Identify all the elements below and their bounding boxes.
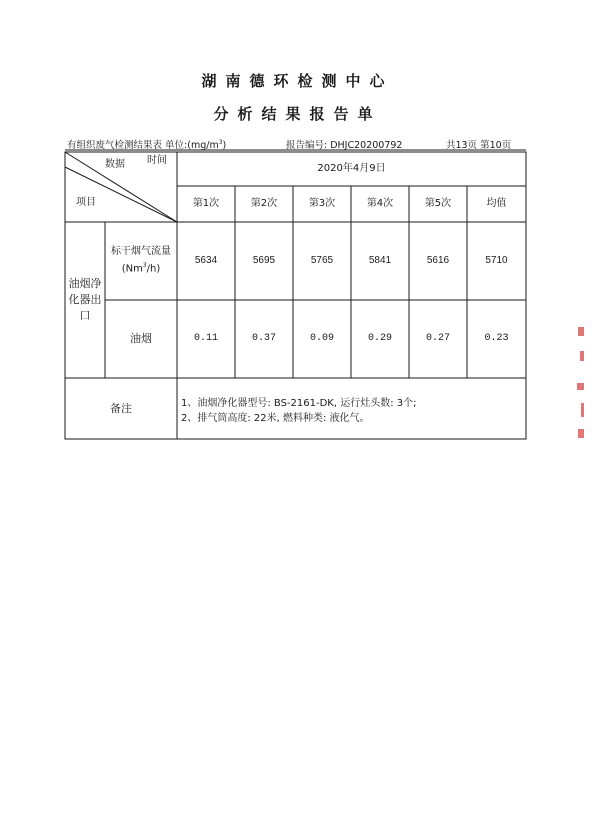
report-number: 报告编号: DHJC20200792 (286, 140, 403, 151)
oil-fume-value: 0.11 (193, 333, 218, 344)
remarks-text (181, 396, 521, 426)
flow-value: 5695 (252, 255, 276, 266)
unit-label: 单位:(mg/m (165, 140, 219, 151)
flow-unit-suffix: /h) (146, 263, 161, 275)
corner-item-label: 项目 (76, 197, 96, 208)
oil-fume-value: 0.23 (484, 333, 509, 344)
column-header: 第3次 (308, 198, 336, 209)
oil-fume-value: 0.27 (425, 333, 450, 344)
column-header: 均值 (486, 198, 507, 209)
flow-unit-prefix: (Nm (121, 263, 143, 275)
flow-value: 5634 (194, 255, 218, 266)
flow-label-cell (105, 222, 177, 300)
flow-value: 5765 (310, 255, 334, 266)
date-header: 2020年4月9日 (317, 163, 386, 174)
flow-unit-superscript: 3 (142, 262, 147, 270)
corner-data-label: 数据 (105, 159, 125, 170)
flow-value: 5841 (368, 255, 392, 266)
oil-fume-label: 油烟 (130, 332, 152, 345)
table-name-and-unit (67, 137, 226, 151)
flow-label: 标干烟气流量 (111, 246, 171, 258)
corner-time-label: 时间 (147, 155, 167, 166)
table-name: 有组织废气检测结果表 (67, 140, 163, 151)
flow-value: 5710 (485, 255, 508, 266)
document-title: 分析结果报告单 (213, 105, 382, 123)
oil-fume-value: 0.37 (251, 333, 276, 344)
sampling-location: 油烟净化器出口 (68, 277, 102, 322)
oil-fume-value: 0.09 (309, 333, 334, 344)
unit-superscript: 3 (218, 138, 223, 146)
remark-line: 2、排气筒高度: 22米, 燃料种类: 液化气。 (181, 413, 370, 424)
remark-line: 1、油烟净化器型号: BS-2161-DK, 运行灶头数: 3个; (181, 398, 417, 409)
seal-fragment (575, 325, 589, 445)
oil-fume-value: 0.29 (367, 333, 392, 344)
company-title: 湖南德环检测中心 (201, 72, 394, 90)
flow-unit (122, 259, 161, 276)
flow-value: 5616 (426, 255, 450, 266)
column-header: 第1次 (192, 198, 220, 209)
remarks-label: 备注 (110, 401, 132, 415)
page-count: 共13页 第10页 (446, 140, 512, 151)
unit-close: ) (222, 140, 227, 151)
column-header: 第4次 (366, 198, 394, 209)
column-header: 第5次 (424, 198, 452, 209)
column-header: 第2次 (250, 198, 278, 209)
